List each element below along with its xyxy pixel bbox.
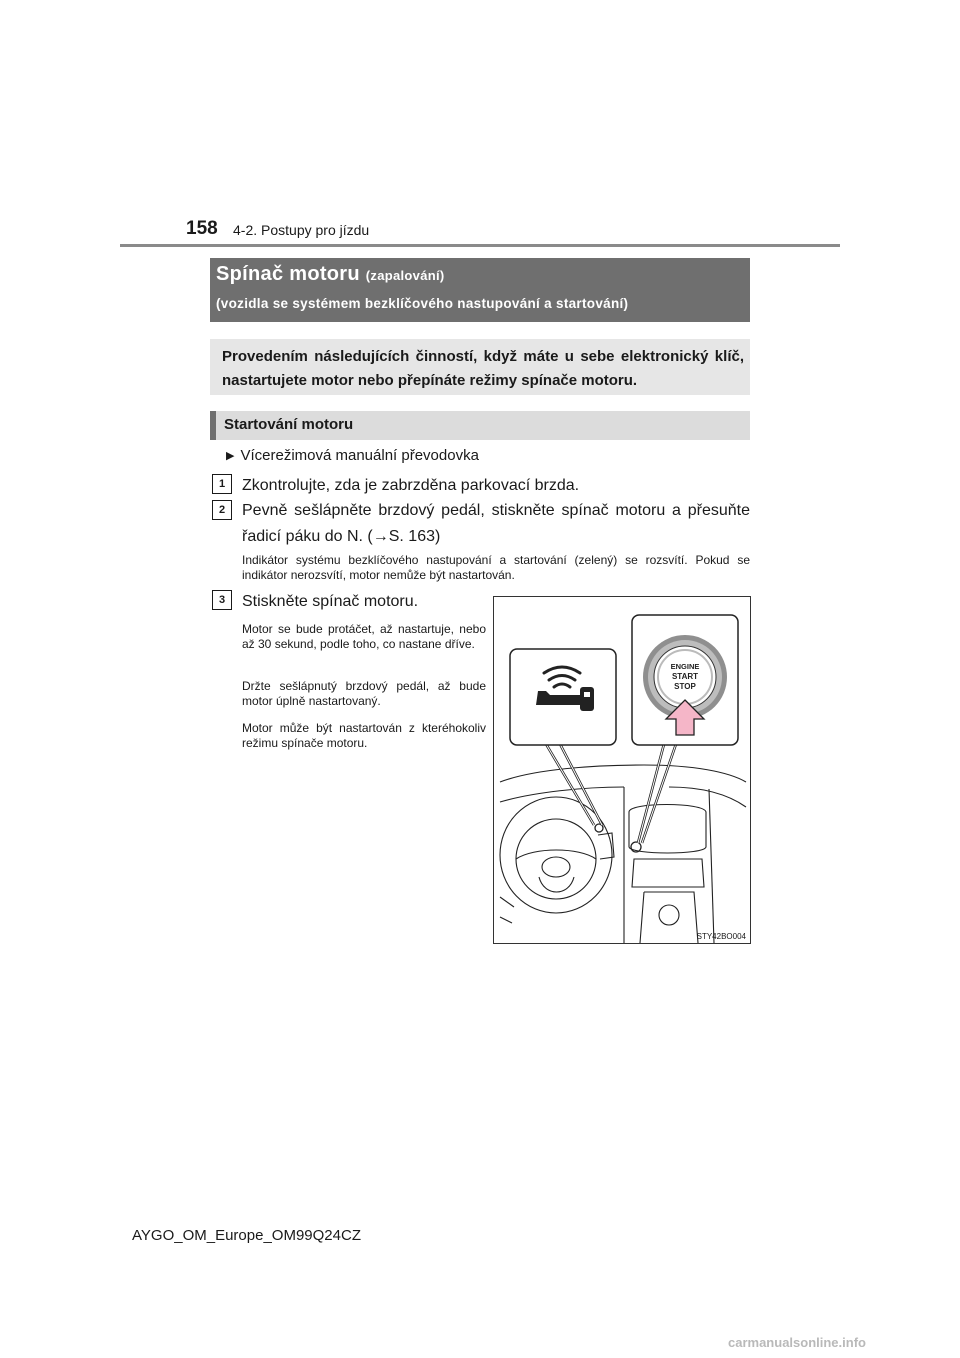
button-label-stop: STOP (674, 682, 696, 691)
step-number-2: 2 (212, 500, 232, 520)
page-number: 158 (186, 218, 218, 239)
title-suffix: (zapalování) (365, 268, 445, 283)
subsection-title: Startování motoru (224, 416, 354, 433)
header-rule (120, 244, 840, 247)
triangle-bullet-icon: ▶ (226, 450, 235, 462)
bullet-text: Vícerežimová manuální převodovka (240, 447, 479, 464)
step-text-2: Pevně sešlápněte brzdový pedál, stiskněte spínač motoru a přesuňte řadicí páku do N. (→S. 163) (242, 502, 750, 545)
bullet-item (226, 447, 479, 464)
intro-box (210, 339, 750, 395)
step-number-3: 3 (212, 590, 232, 610)
footer-doc-id: AYGO_OM_Europe_OM99Q24CZ (132, 1227, 361, 1244)
step-text-3: Stiskněte spínač motoru. (242, 593, 419, 610)
title-subtitle: (vozidla se systémem bezklíčového nastupování a startování) (216, 296, 629, 311)
step-note-3b: Držte sešlápnutý brzdový pedál, až bude motor úplně nastartovaný. (242, 679, 486, 708)
subsection-bar (210, 411, 216, 440)
dashboard-drawing (494, 597, 750, 943)
title-box (210, 258, 750, 322)
step-note-3a: Motor se bude protáčet, až nastartuje, nebo až 30 sekund, podle toho, co nastane dříve. (242, 622, 486, 651)
intro-text: Provedením následujících činností, když máte u sebe elektronický klíč, nastartujete motor nebo přepínáte režimy spínače motoru. (222, 348, 744, 389)
step-note-3c: Motor může být nastartován z kteréhokoliv režimu spínače motoru. (242, 721, 486, 750)
button-label-start: START (671, 672, 699, 681)
watermark[interactable]: carmanualsonline.info (728, 1335, 866, 1350)
button-label-engine: ENGINE (670, 662, 700, 671)
page-title (216, 263, 445, 286)
dashboard-illustration (493, 596, 751, 944)
step-number-1: 1 (212, 474, 232, 494)
subsection-box (210, 411, 750, 440)
section-heading: 4-2. Postupy pro jízdu (233, 222, 370, 238)
figure-code: STY42BO004 (696, 932, 746, 941)
title-main-text: Spínač motoru (216, 263, 360, 285)
step-text-1: Zkontrolujte, zda je zabrzděna parkovací brzda. (242, 477, 580, 494)
step-note-2: Indikátor systému bezklíčového nastupování a startování (zelený) se rozsvítí. Pokud se indikátor nerozsvítí, motor nemůže být nastartován. (242, 553, 750, 582)
